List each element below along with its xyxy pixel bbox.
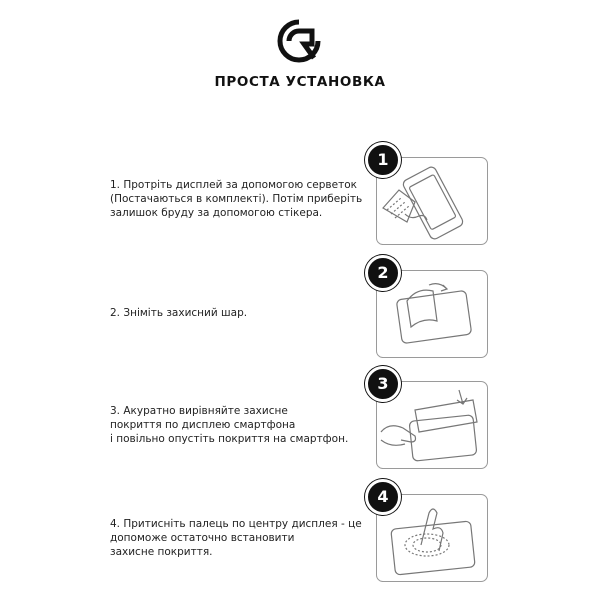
brand-logo (276, 18, 322, 64)
step-2-badge: 2 (365, 255, 401, 291)
step-2-text: 2. Зніміть захисний шар. (110, 307, 248, 319)
step-1-badge: 1 (365, 142, 401, 178)
step-3-text: 3. Акуратно вирівняйте захисне покриття по дисплею смартфона і повільно опустіть покриття на смартфон. (110, 405, 349, 445)
step-4-text: 4. Притисніть палець по центру дисплея - це допоможе остаточно встановити захисне покриття. (110, 518, 362, 558)
page-title: ПРОСТА УСТАНОВКА (214, 74, 386, 90)
step-1-text: 1. Протріть дисплей за допомогою серветок (Постачаються в комплекті). Потім приберіть залишок бруду за допомогою стікера. (110, 179, 363, 219)
step-3-badge: 3 (365, 366, 401, 402)
step-4-badge: 4 (365, 479, 401, 515)
